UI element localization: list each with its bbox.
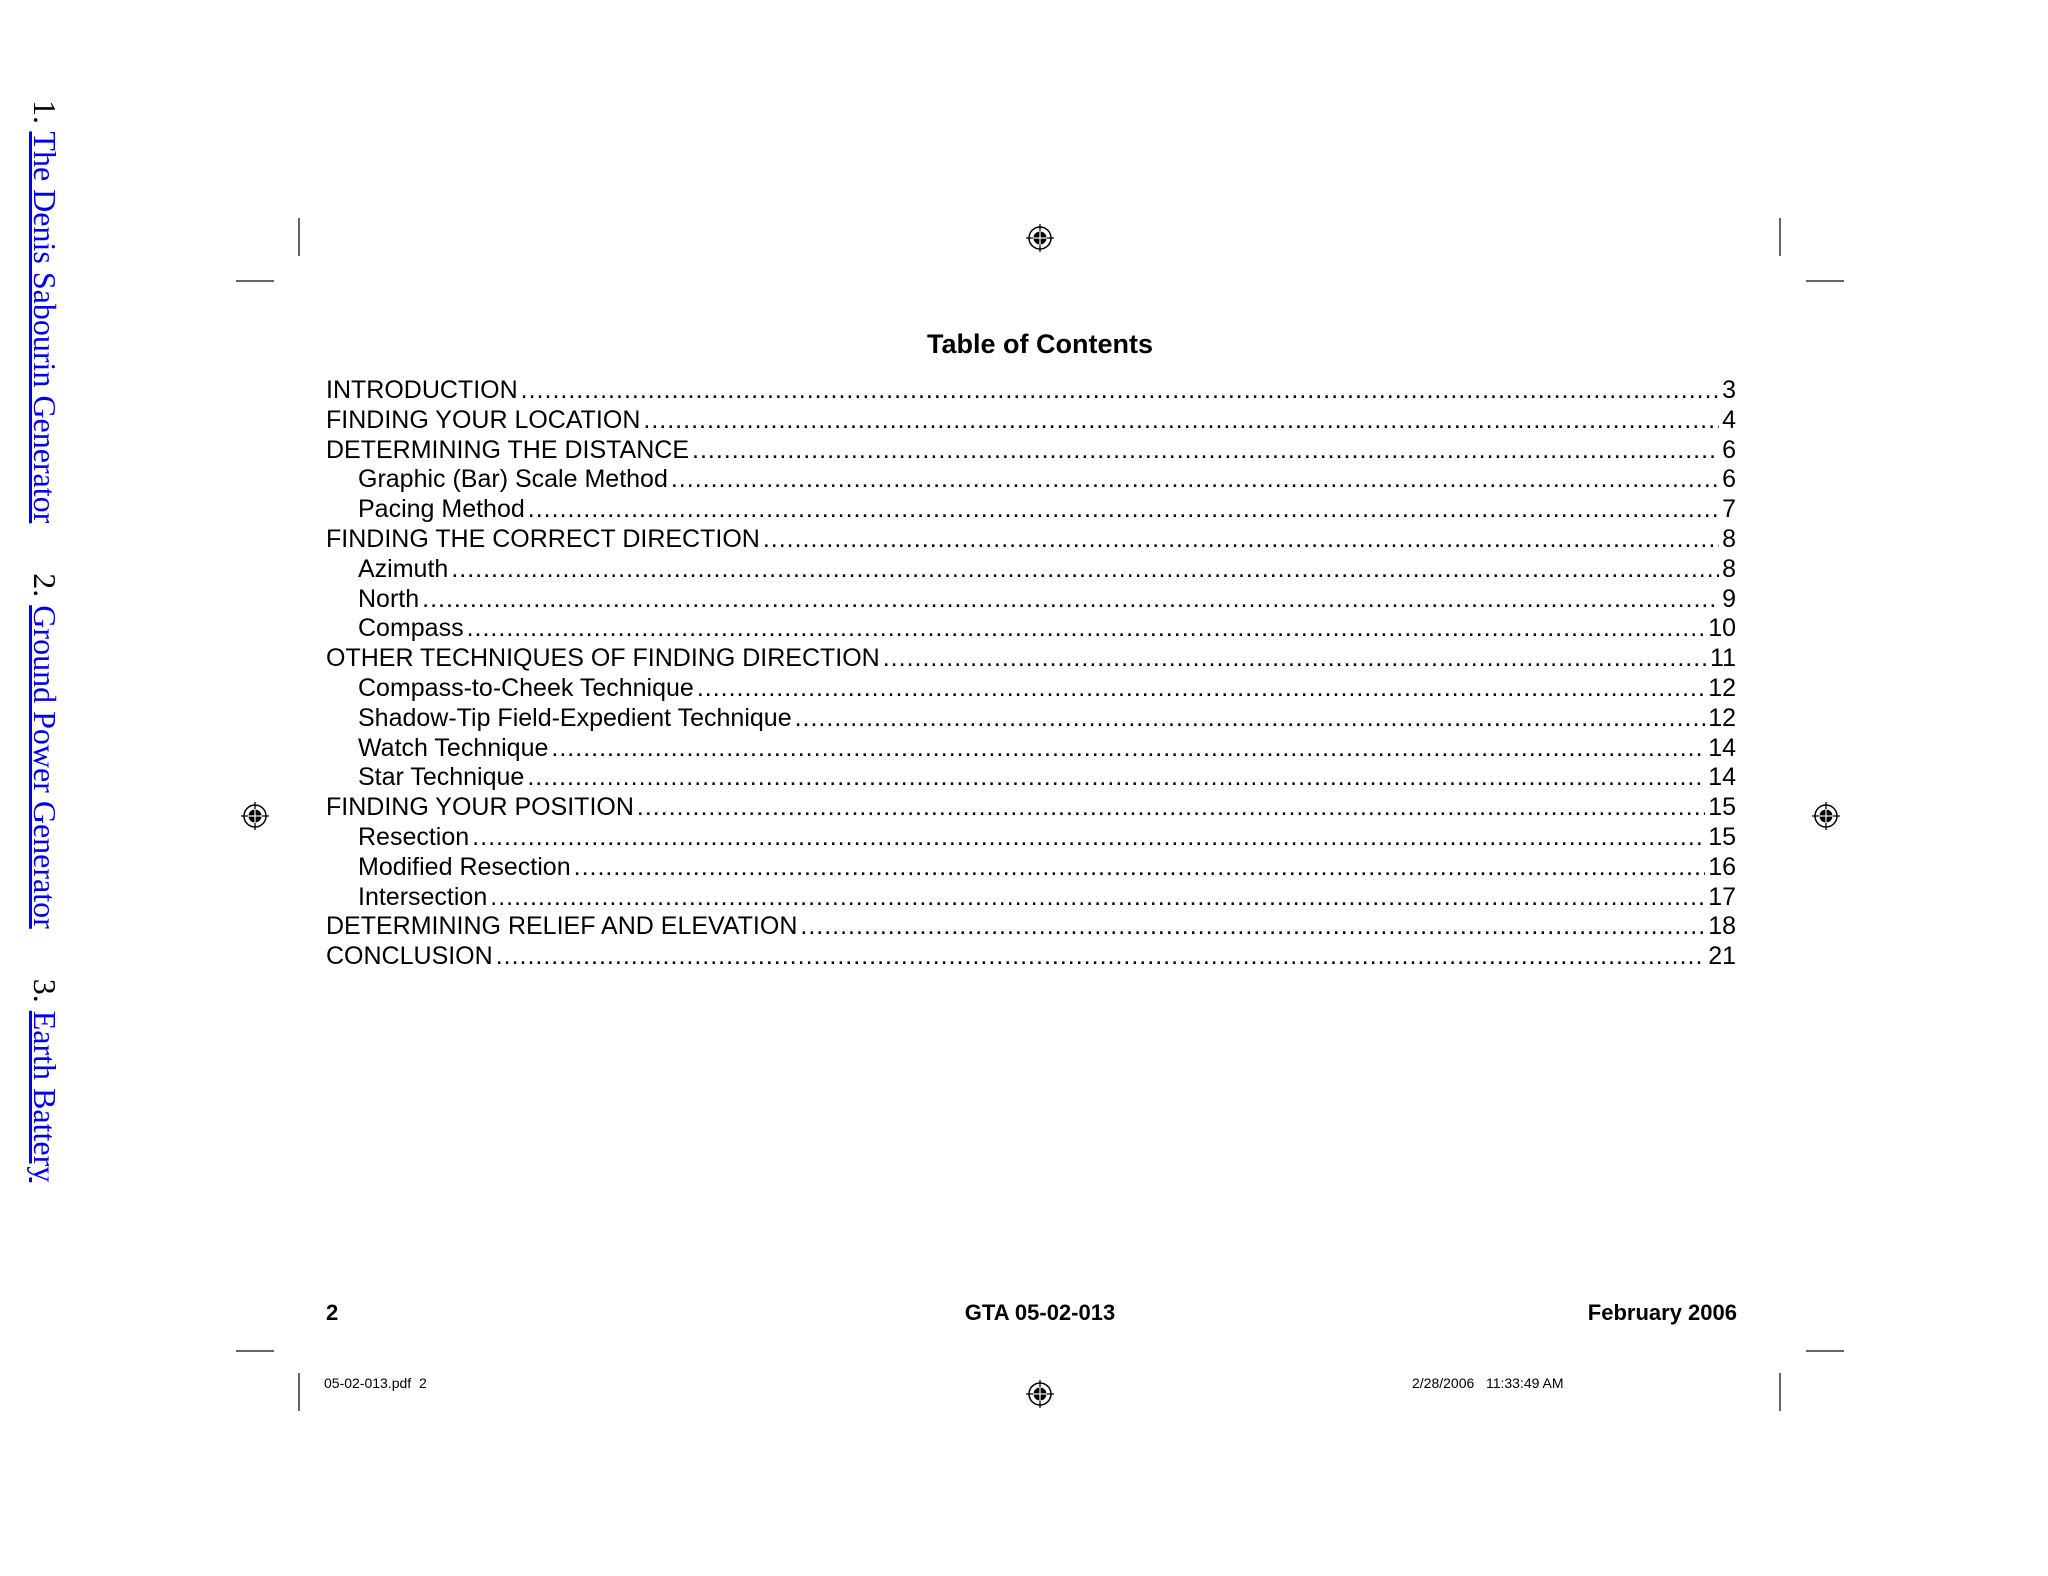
toc-entry-page: 16 [1708, 852, 1736, 881]
toc-subentry[interactable] [326, 585, 1736, 615]
toc-entry[interactable] [326, 912, 1736, 942]
toc-leader-dots [643, 406, 1719, 436]
toc-entry-label: Graphic (Bar) Scale Method [358, 465, 668, 494]
toc-entry-page: 4 [1722, 405, 1736, 434]
toc-leader-dots [692, 436, 1719, 466]
toc-entry-label: North [358, 584, 420, 613]
toc-entry-label: INTRODUCTION [326, 376, 518, 404]
crop-mark [1779, 218, 1781, 256]
toc-leader-dots [496, 942, 1706, 972]
toc-entry-page: 8 [1722, 524, 1736, 553]
crop-mark [1779, 1373, 1781, 1411]
crop-mark [236, 1350, 274, 1352]
toc-entry-label: Modified Resection [358, 852, 571, 881]
side-link-list [26, 100, 64, 1224]
crop-mark [236, 280, 274, 282]
side-link-item-1[interactable] [26, 100, 64, 523]
toc-entry-page: 15 [1708, 822, 1736, 851]
crop-mark [1806, 280, 1844, 282]
toc-leader-dots [697, 674, 1705, 704]
print-slug-file: 05-02-013.pdf 2 [324, 1375, 427, 1391]
toc-title: Table of Contents [927, 329, 1153, 359]
toc-entry-page: 3 [1722, 376, 1736, 404]
toc-entry-page: 14 [1708, 763, 1736, 792]
print-slug-timestamp: 2/28/2006 11:33:49 AM [1412, 1375, 1564, 1391]
toc-leader-dots [795, 704, 1706, 734]
toc-entry-page: 21 [1708, 942, 1736, 971]
side-link-number: 2. [27, 573, 63, 598]
side-link-denis-sabourin-generator[interactable]: The Denis Sabourin Generator [27, 131, 63, 524]
toc-entry-page: 12 [1708, 703, 1736, 732]
toc-leader-dots [551, 734, 1705, 764]
toc-leader-dots [521, 376, 1719, 406]
footer-doc-id: GTA 05-02-013 [964, 1300, 1116, 1325]
side-link-earth-battery[interactable]: Earth Battery [27, 1010, 63, 1183]
toc-leader-dots [451, 555, 1719, 585]
toc-subentry[interactable] [326, 853, 1736, 883]
toc-entry-label: Shadow-Tip Field-Expedient Technique [358, 703, 792, 732]
toc-entry-label: FINDING YOUR LOCATION [326, 405, 641, 434]
toc-subentry[interactable] [326, 674, 1736, 704]
toc-entry-page: 7 [1722, 495, 1736, 524]
toc-leader-dots [763, 525, 1719, 555]
toc-entry-page: 11 [1710, 644, 1736, 673]
toc-entry[interactable] [326, 376, 1736, 406]
toc-entry-label: DETERMINING RELIEF AND ELEVATION [326, 912, 798, 941]
toc-entry-page: 17 [1708, 882, 1736, 911]
toc-entry[interactable] [326, 436, 1736, 466]
toc-entry-page: 15 [1708, 793, 1736, 822]
toc-entry-label: CONCLUSION [326, 942, 493, 971]
crop-mark [298, 218, 300, 256]
toc-leader-dots [490, 883, 1705, 913]
toc-entry-label: Intersection [358, 882, 488, 911]
toc-entry[interactable] [326, 406, 1736, 436]
toc-subentry[interactable] [326, 495, 1736, 525]
registration-mark-icon [1025, 1379, 1055, 1409]
toc-entry[interactable] [326, 644, 1736, 674]
toc-entry[interactable] [326, 793, 1736, 823]
toc-subentry[interactable] [326, 763, 1736, 793]
toc-leader-dots [528, 495, 1719, 525]
toc-entry-page: 9 [1722, 584, 1736, 613]
toc-entry[interactable] [326, 525, 1736, 555]
toc-entry-label: DETERMINING THE DISTANCE [326, 435, 689, 464]
toc-leader-dots [883, 644, 1707, 674]
toc-entry-page: 12 [1708, 673, 1736, 702]
toc-leader-dots [574, 853, 1706, 883]
toc-entry-page: 6 [1722, 435, 1736, 464]
registration-mark-icon [240, 801, 270, 831]
side-link-item-3[interactable] [26, 979, 64, 1182]
toc-leader-dots [637, 793, 1705, 823]
toc-entry-label: OTHER TECHNIQUES OF FINDING DIRECTION [326, 644, 880, 673]
side-link-number: 1. [27, 100, 63, 124]
toc-entry-label: Pacing Method [358, 495, 525, 524]
footer-date: February 2006 [1587, 1300, 1737, 1325]
toc-entry-label: Compass-to-Cheek Technique [358, 673, 694, 702]
toc-leader-dots [472, 823, 1705, 853]
toc-subentry[interactable] [326, 823, 1736, 853]
toc-entry-label: Azimuth [358, 554, 449, 583]
toc-leader-dots [527, 763, 1705, 793]
toc-subentry[interactable] [326, 734, 1736, 764]
toc-subentry[interactable] [326, 465, 1736, 495]
toc-entry-label: Star Technique [358, 763, 525, 792]
footer-page-number: 2 [326, 1300, 339, 1325]
toc-entry-label: FINDING YOUR POSITION [326, 793, 634, 822]
toc-subentry[interactable] [326, 555, 1736, 585]
toc-entry-label: FINDING THE CORRECT DIRECTION [326, 524, 760, 553]
toc-entry-label: Resection [358, 822, 470, 851]
toc-leader-dots [671, 465, 1719, 495]
toc-entry-label: Compass [358, 614, 464, 643]
toc-subentry[interactable] [326, 883, 1736, 913]
registration-mark-icon [1811, 801, 1841, 831]
registration-mark-icon [1025, 223, 1055, 253]
toc-subentry[interactable] [326, 704, 1736, 734]
crop-mark [1806, 1350, 1844, 1352]
toc-leader-dots [422, 585, 1719, 615]
toc-entry-label: Watch Technique [358, 733, 549, 762]
toc-list [326, 376, 1736, 972]
crop-mark [298, 1373, 300, 1411]
toc-entry-page: 6 [1722, 465, 1736, 494]
toc-entry-page: 8 [1722, 554, 1736, 583]
toc-entry-page: 10 [1708, 614, 1736, 643]
toc-leader-dots [800, 912, 1705, 942]
toc-leader-dots [467, 614, 1706, 644]
toc-entry[interactable] [326, 942, 1736, 972]
toc-entry-page: 18 [1708, 912, 1736, 941]
toc-subentry[interactable] [326, 614, 1736, 644]
side-link-ground-power-generator[interactable]: Ground Power Generator [27, 605, 63, 929]
side-link-number: 3. [27, 978, 63, 1003]
toc-entry-page: 14 [1708, 733, 1736, 762]
side-link-item-2[interactable] [26, 573, 64, 928]
